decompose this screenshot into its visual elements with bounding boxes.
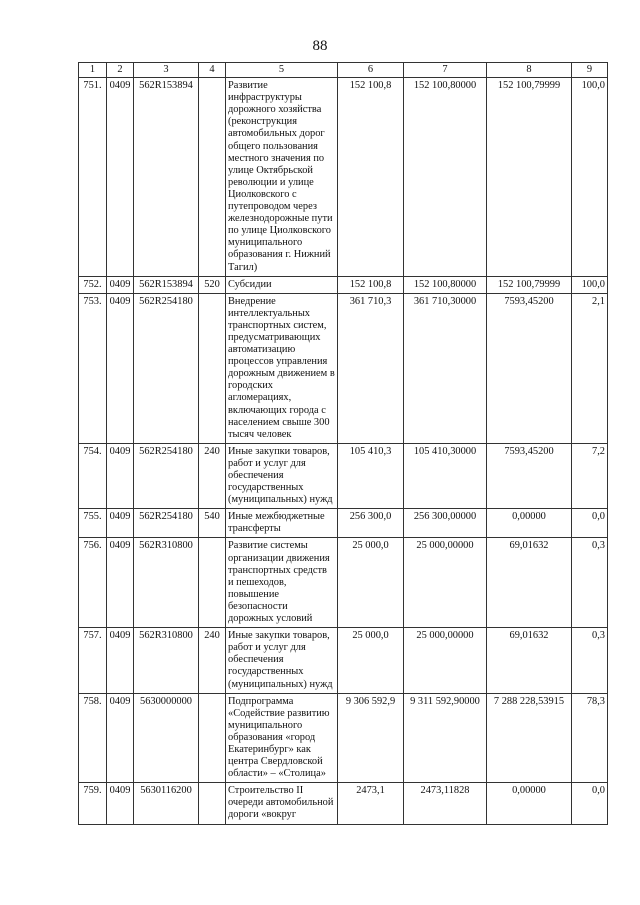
table-row [79,78,608,277]
section-code-cell: 0409 [107,276,134,293]
target-article-cell: 562R254180 [134,293,199,443]
row-number-cell: 756. [79,538,107,628]
table-row [79,443,608,508]
expense-type-cell: 520 [199,276,226,293]
approved-amount-cell: 152 100,8 [338,276,404,293]
column-header: 5 [226,63,338,78]
section-code-cell: 0409 [107,293,134,443]
row-number-cell: 752. [79,276,107,293]
table-row [79,693,608,783]
planned-amount-cell: 2473,11828 [404,783,487,824]
approved-amount-cell: 25 000,0 [338,628,404,693]
item-name-cell: Внедрение интеллектуальных транспортных систем, предусматривающих автоматизацию процессов управления дорожным движением в городских агломерациях, включающих города с населением свыше 300 тысяч человек [226,293,338,443]
execution-percent-cell: 0,0 [572,783,608,824]
expense-type-cell [199,538,226,628]
planned-amount-cell: 361 710,30000 [404,293,487,443]
column-header: 3 [134,63,199,78]
section-code-cell: 0409 [107,78,134,277]
expense-type-cell: 240 [199,628,226,693]
planned-amount-cell: 152 100,80000 [404,78,487,277]
column-header: 1 [79,63,107,78]
section-code-cell: 0409 [107,628,134,693]
column-header: 6 [338,63,404,78]
target-article-cell: 562R254180 [134,443,199,508]
table-row [79,538,608,628]
column-header-row [79,63,608,78]
target-article-cell: 562R254180 [134,509,199,538]
execution-percent-cell: 7,2 [572,443,608,508]
section-code-cell: 0409 [107,509,134,538]
executed-amount-cell: 7 288 228,53915 [487,693,572,783]
expense-type-cell: 240 [199,443,226,508]
section-code-cell: 0409 [107,443,134,508]
execution-percent-cell: 2,1 [572,293,608,443]
approved-amount-cell: 256 300,0 [338,509,404,538]
approved-amount-cell: 361 710,3 [338,293,404,443]
row-number-cell: 755. [79,509,107,538]
item-name-cell: Иные закупки товаров, работ и услуг для обеспечения государственных (муниципальных) нужд [226,443,338,508]
planned-amount-cell: 152 100,80000 [404,276,487,293]
row-number-cell: 758. [79,693,107,783]
approved-amount-cell: 9 306 592,9 [338,693,404,783]
target-article-cell: 562R153894 [134,78,199,277]
execution-percent-cell: 78,3 [572,693,608,783]
section-code-cell: 0409 [107,538,134,628]
target-article-cell: 5630000000 [134,693,199,783]
approved-amount-cell: 152 100,8 [338,78,404,277]
row-number-cell: 754. [79,443,107,508]
table-row [79,783,608,824]
planned-amount-cell: 25 000,00000 [404,538,487,628]
expense-type-cell: 540 [199,509,226,538]
executed-amount-cell: 7593,45200 [487,443,572,508]
execution-percent-cell: 100,0 [572,276,608,293]
target-article-cell: 562R153894 [134,276,199,293]
expense-type-cell [199,783,226,824]
row-number-cell: 751. [79,78,107,277]
approved-amount-cell: 2473,1 [338,783,404,824]
item-name-cell: Иные закупки товаров, работ и услуг для обеспечения государственных (муниципальных) нужд [226,628,338,693]
planned-amount-cell: 105 410,30000 [404,443,487,508]
planned-amount-cell: 9 311 592,90000 [404,693,487,783]
executed-amount-cell: 152 100,79999 [487,276,572,293]
executed-amount-cell: 69,01632 [487,628,572,693]
item-name-cell: Субсидии [226,276,338,293]
expense-type-cell [199,293,226,443]
planned-amount-cell: 256 300,00000 [404,509,487,538]
approved-amount-cell: 105 410,3 [338,443,404,508]
executed-amount-cell: 0,00000 [487,783,572,824]
executed-amount-cell: 7593,45200 [487,293,572,443]
table-row [79,293,608,443]
item-name-cell: Иные межбюджетные трансферты [226,509,338,538]
item-name-cell: Строительство II очереди автомобильной дороги «вокруг [226,783,338,824]
target-article-cell: 5630116200 [134,783,199,824]
section-code-cell: 0409 [107,693,134,783]
column-header: 4 [199,63,226,78]
expense-type-cell [199,78,226,277]
executed-amount-cell: 69,01632 [487,538,572,628]
item-name-cell: Подпрограмма «Содействие развитию муниципального образования «город Екатеринбург» как центра Свердловской области» – «Столица» [226,693,338,783]
column-header: 7 [404,63,487,78]
row-number-cell: 757. [79,628,107,693]
approved-amount-cell: 25 000,0 [338,538,404,628]
execution-percent-cell: 0,3 [572,628,608,693]
item-name-cell: Развитие инфраструктуры дорожного хозяйства (реконструкция автомобильных дорог общего пользования местного значения по улице Октябрьской революции и улице Циолковского с путепроводом через железнодорожные пути по улице Циолковского муниципального образования г. Нижний Тагил) [226,78,338,277]
row-number-cell: 753. [79,293,107,443]
table-row [79,276,608,293]
item-name-cell: Развитие системы организации движения транспортных средств и пешеходов, повышение безопасности дорожных условий [226,538,338,628]
executed-amount-cell: 0,00000 [487,509,572,538]
table-row [79,509,608,538]
executed-amount-cell: 152 100,79999 [487,78,572,277]
column-header: 2 [107,63,134,78]
budget-table [78,62,608,825]
page-number: 88 [312,38,328,54]
execution-percent-cell: 0,3 [572,538,608,628]
planned-amount-cell: 25 000,00000 [404,628,487,693]
execution-percent-cell: 100,0 [572,78,608,277]
column-header: 8 [487,63,572,78]
row-number-cell: 759. [79,783,107,824]
execution-percent-cell: 0,0 [572,509,608,538]
column-header: 9 [572,63,608,78]
target-article-cell: 562R310800 [134,628,199,693]
table-row [79,628,608,693]
section-code-cell: 0409 [107,783,134,824]
target-article-cell: 562R310800 [134,538,199,628]
expense-type-cell [199,693,226,783]
